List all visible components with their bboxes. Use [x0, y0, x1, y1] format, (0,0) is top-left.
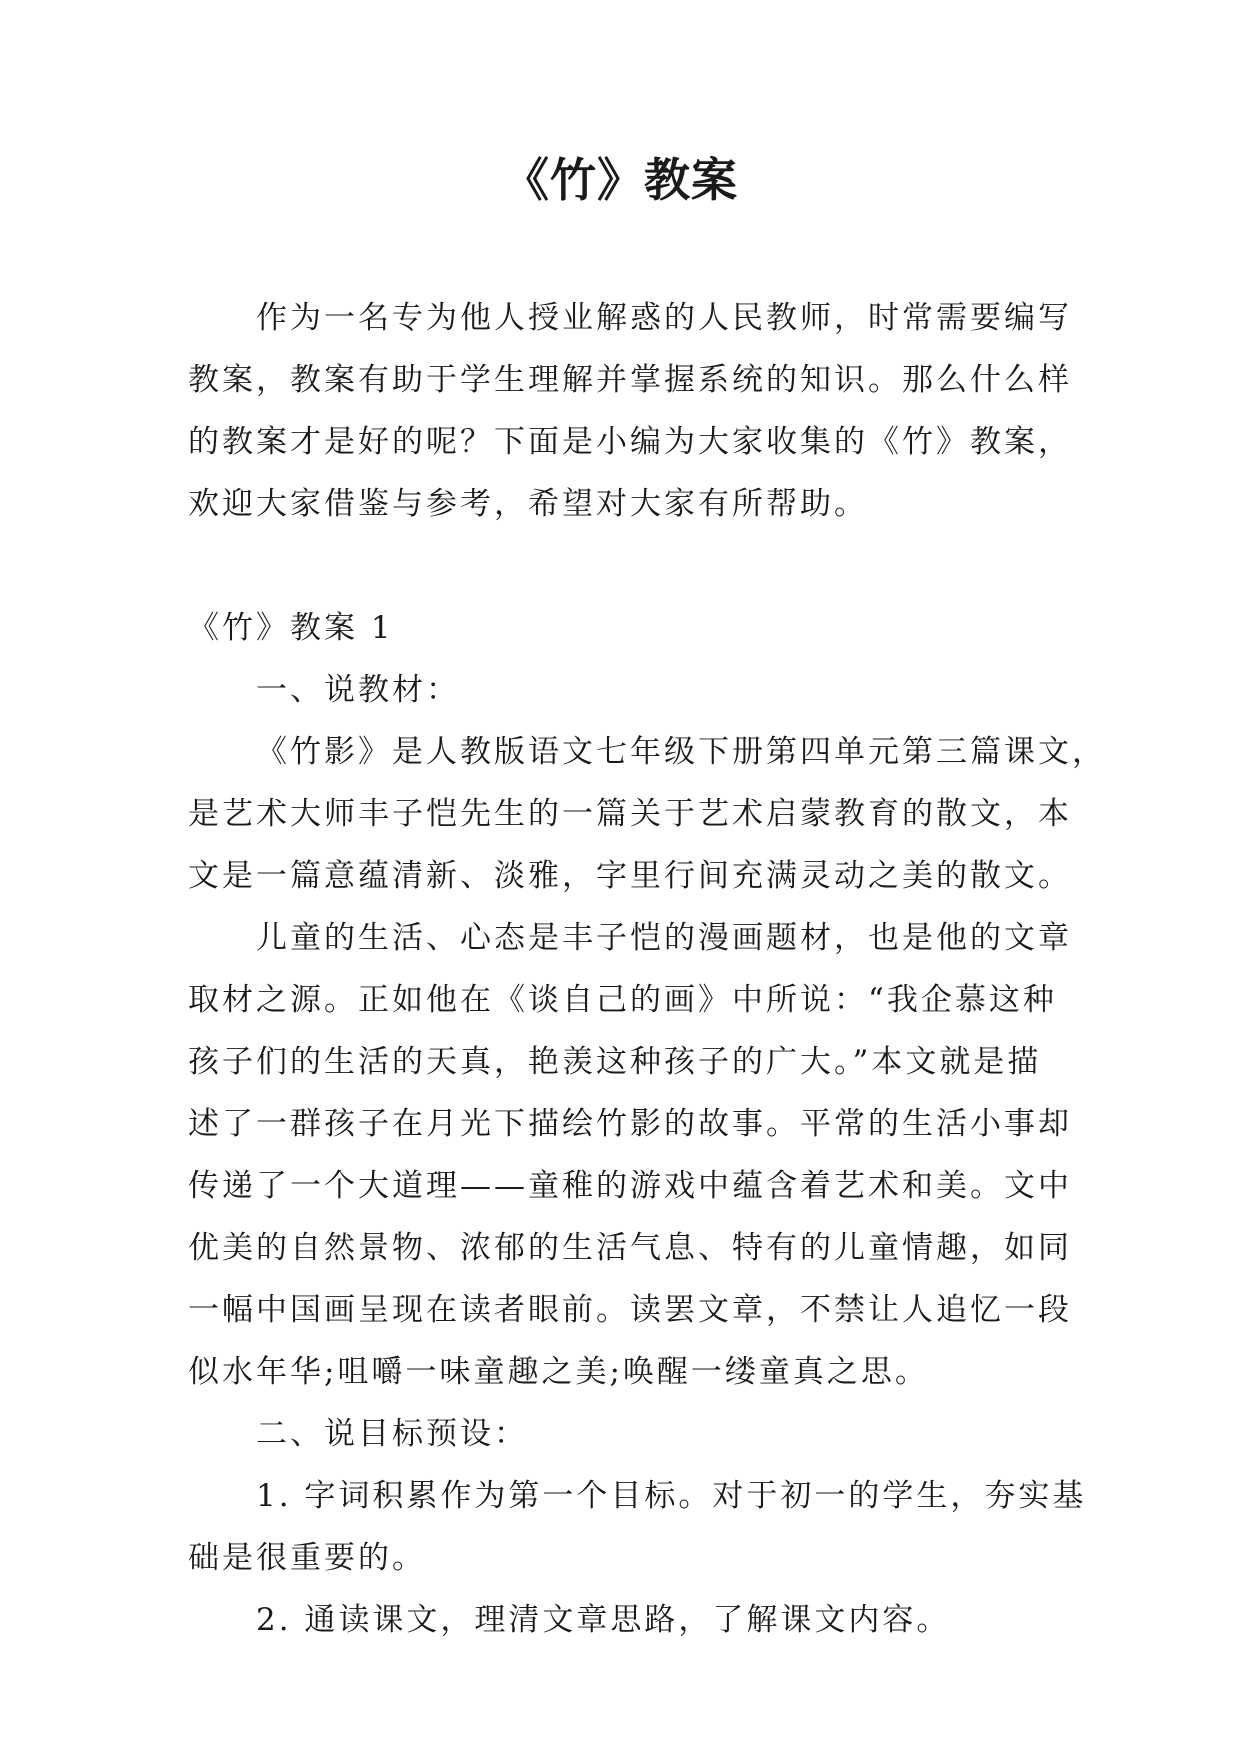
- paragraph2-line: 取材之源。正如他在《谈自己的画》中所说：“我企慕这种: [188, 982, 1057, 1018]
- section-heading: 《竹》教案 1: [188, 610, 394, 646]
- goal1-line: 1. 字词积累作为第一个目标。对于初一的学生，夯实基: [256, 1478, 1087, 1514]
- paragraph2-line: 述了一群孩子在月光下描绘竹影的故事。平常的生活小事却: [188, 1106, 1072, 1142]
- intro-line: 的教案才是好的呢？下面是小编为大家收集的《竹》教案，: [188, 424, 1072, 460]
- intro-line: 欢迎大家借鉴与参考，希望对大家有所帮助。: [188, 486, 868, 522]
- paragraph2-line: 优美的自然景物、浓郁的生活气息、特有的儿童情趣，如同: [188, 1230, 1072, 1266]
- part1-heading: 一、说教材：: [256, 672, 460, 708]
- spacer: [188, 535, 1058, 597]
- document-title: 《竹》教案: [503, 153, 738, 207]
- paragraph2-line: 孩子们的生活的天真，艳羡这种孩子的广大。”本文就是描: [188, 1044, 1042, 1080]
- part2-heading: 二、说目标预设：: [256, 1416, 528, 1452]
- paragraph2-line: 儿童的生活、心态是丰子恺的漫画题材，也是他的文章: [256, 920, 1072, 956]
- paragraph1-line: 《竹影》是人教版语文七年级下册第四单元第三篇课文，: [256, 734, 1106, 770]
- goal1-line: 础是很重要的。: [188, 1540, 426, 1576]
- goal2-line: 2. 通读课文，理清文章思路，了解课文内容。: [256, 1602, 951, 1638]
- intro-line: 教案，教案有助于学生理解并掌握系统的知识。那么什么样: [188, 362, 1072, 398]
- paragraph1-line: 是艺术大师丰子恺先生的一篇关于艺术启蒙教育的散文，本: [188, 796, 1072, 832]
- intro-line: 作为一名专为他人授业解惑的人民教师，时常需要编写: [256, 300, 1072, 336]
- paragraph2-line: 一幅中国画呈现在读者眼前。读罢文章，不禁让人追忆一段: [188, 1292, 1072, 1328]
- document-body: [188, 287, 1106, 1651]
- paragraph1-line: 文是一篇意蕴清新、淡雅，字里行间充满灵动之美的散文。: [188, 858, 1072, 894]
- paragraph2-line: 似水年华;咀嚼一味童趣之美;唤醒一缕童真之思。: [188, 1354, 929, 1390]
- paragraph2-line: 传递了一个大道理——童稚的游戏中蕴含着艺术和美。文中: [188, 1168, 1072, 1204]
